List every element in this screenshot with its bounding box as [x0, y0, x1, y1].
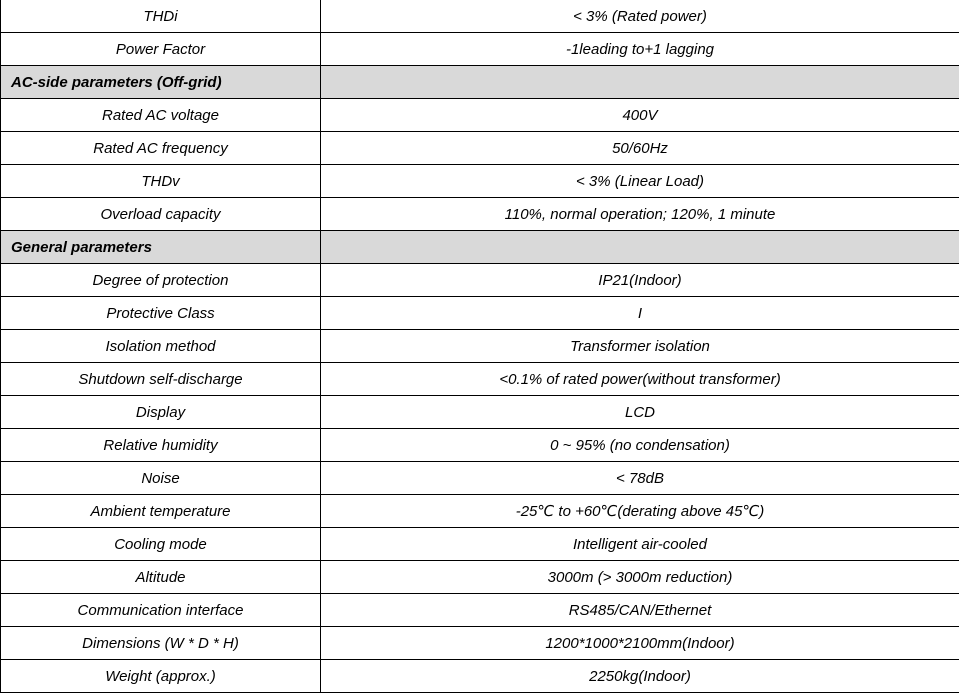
table-row — [1, 264, 959, 297]
param-value: 1200*1000*2100mm(Indoor) — [321, 627, 959, 660]
table-row — [1, 0, 959, 33]
param-label: Communication interface — [1, 594, 321, 627]
param-value: RS485/CAN/Ethernet — [321, 594, 959, 627]
table-row — [1, 627, 959, 660]
table-row — [1, 99, 959, 132]
section-header-row — [1, 231, 959, 264]
param-value: < 3% (Linear Load) — [321, 165, 959, 198]
table-row — [1, 495, 959, 528]
table-row — [1, 429, 959, 462]
table-row — [1, 396, 959, 429]
param-value: <0.1% of rated power(without transformer) — [321, 363, 959, 396]
param-label: Relative humidity — [1, 429, 321, 462]
param-label: Isolation method — [1, 330, 321, 363]
param-value: LCD — [321, 396, 959, 429]
param-label: Weight (approx.) — [1, 660, 321, 693]
param-value: Intelligent air-cooled — [321, 528, 959, 561]
param-label: Overload capacity — [1, 198, 321, 231]
table-row — [1, 198, 959, 231]
param-label: Degree of protection — [1, 264, 321, 297]
param-value: 400V — [321, 99, 959, 132]
param-value: 3000m (> 3000m reduction) — [321, 561, 959, 594]
param-label: Ambient temperature — [1, 495, 321, 528]
param-label: Rated AC frequency — [1, 132, 321, 165]
param-value: 2250kg(Indoor) — [321, 660, 959, 693]
section-blank-cell — [321, 66, 959, 99]
section-blank-cell — [321, 231, 959, 264]
table-row — [1, 660, 959, 693]
table-row — [1, 594, 959, 627]
param-label: THDv — [1, 165, 321, 198]
param-label: Noise — [1, 462, 321, 495]
param-label: Power Factor — [1, 33, 321, 66]
table-row — [1, 165, 959, 198]
table-row — [1, 528, 959, 561]
param-value: IP21(Indoor) — [321, 264, 959, 297]
table-row — [1, 561, 959, 594]
table-row — [1, 462, 959, 495]
param-label: Rated AC voltage — [1, 99, 321, 132]
param-value: < 3% (Rated power) — [321, 0, 959, 33]
param-label: Altitude — [1, 561, 321, 594]
table-row — [1, 363, 959, 396]
param-value: -25℃ to +60℃(derating above 45℃) — [321, 495, 959, 528]
param-label: Protective Class — [1, 297, 321, 330]
section-header-row — [1, 66, 959, 99]
param-value: I — [321, 297, 959, 330]
section-title: General parameters — [1, 231, 321, 264]
param-label: Dimensions (W * D * H) — [1, 627, 321, 660]
table-row — [1, 132, 959, 165]
param-label: Display — [1, 396, 321, 429]
param-value: Transformer isolation — [321, 330, 959, 363]
param-label: THDi — [1, 0, 321, 33]
param-value: 110%, normal operation; 120%, 1 minute — [321, 198, 959, 231]
table-row — [1, 330, 959, 363]
param-label: Shutdown self-discharge — [1, 363, 321, 396]
table-row — [1, 33, 959, 66]
param-value: 50/60Hz — [321, 132, 959, 165]
section-title: AC-side parameters (Off-grid) — [1, 66, 321, 99]
param-value: 0 ~ 95% (no condensation) — [321, 429, 959, 462]
param-value: -1leading to+1 lagging — [321, 33, 959, 66]
table-row — [1, 297, 959, 330]
param-value: < 78dB — [321, 462, 959, 495]
param-label: Cooling mode — [1, 528, 321, 561]
